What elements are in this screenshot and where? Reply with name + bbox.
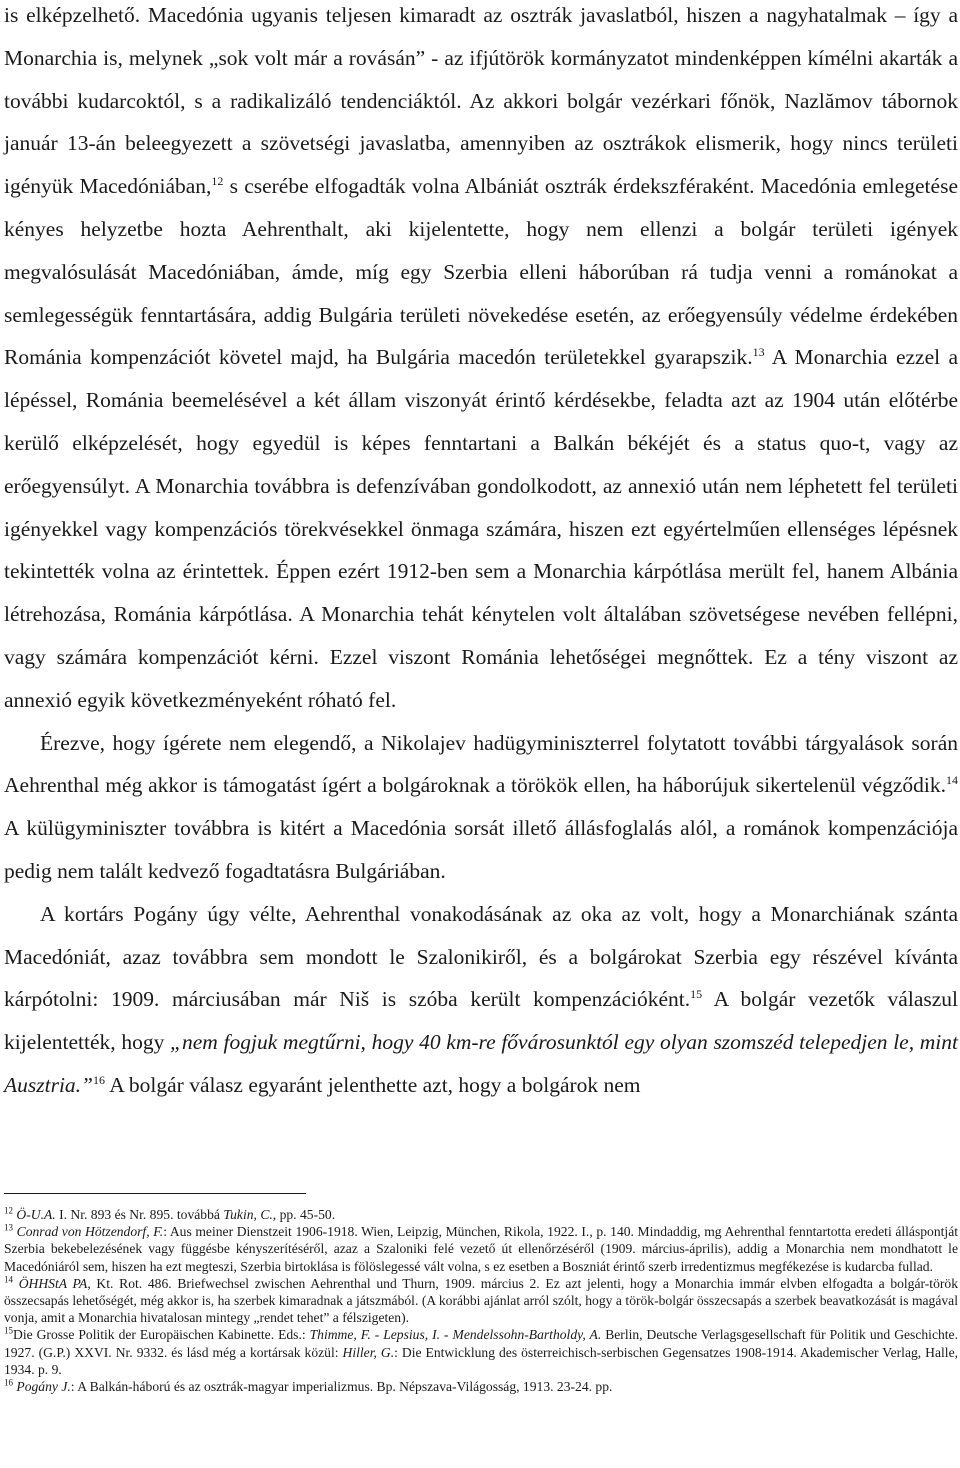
- text-run: A bolgár válasz egyaránt jelenthette azt, hogy a bolgárok nem: [105, 1072, 641, 1097]
- text-run: s cserébe elfogadták volna Albániát osztrák érdekszféraként. Macedónia emlegetése kényes helyzetbe hozta Aehrenthalt, aki kijelentette, hogy nem ellenzi a bolgár területi igények megvalósulását Macedóniában, ámde, míg egy Szerbia elleni háborúban rá tudja venni a románokat a semlegességük fenntartására, addig Bulgária területi növekedése esetén, az erőegyensúly védelme érdekében Románia kompenzációt követel majd, ha Bulgária macedón területekkel gyarapszik.: [4, 174, 958, 370]
- footnote: [4, 1326, 958, 1378]
- text-run: Berlin, Deutsche Verlagsgesellschaft für Politik und Geschichte. 1927. (G.P.) XXVI. Nr. 9332. és lásd még a kortársak közül:: [4, 1327, 958, 1360]
- text-run: A bolgár vezetők válaszul kijelentették, hogy: [4, 987, 959, 1055]
- italic-text-run: Ö-U.A.: [16, 1207, 56, 1222]
- footnotes: [4, 1206, 958, 1395]
- footnote-reference: 12: [4, 1205, 13, 1216]
- text-run: is elképzelhető. Macedónia ugyanis teljesen kimaradt az osztrák javaslatból, hiszen a nagyhatalmak – így a Monarchia is, melynek „sok volt már a rovásán” - az ifjútörök kormányzatot mindenképpen kímélni akarták a további kudarcoktól, s a radikalizáló tendenciáktól. Az akkori bolgár vezérkari főnök, Nazlămov tábornok január 13-án beleegyezett a szövetségi javaslatba, amennyiben az osztrákok elismerik, hogy nincs területi igényük Macedóniában,: [4, 3, 958, 199]
- italic-text-run: Hiller, G.: [342, 1344, 395, 1360]
- text-run: , Kt. Rot. 486. Briefwechsel zwischen Aehrenthal und Thurn, 1909. március 2. Ez azt jelenti, hogy a Monarchia immár elvben elfogadta a bolgár-török összecsapás lehetőségét, még akkor is, ha szerbek kimaradnak a játszmából. (A korábbi ajánlat arról szólt, hogy a török-bolgár összecsapás a szerbek beavatkozását is magával vonja, amit a Monarchia hivatalosan mintegy „rendet tehet” a félszigeten).: [4, 1275, 958, 1326]
- text-run: I. Nr. 893 és Nr. 895. továbbá: [55, 1207, 224, 1222]
- footnote-reference: 16: [93, 1072, 106, 1087]
- body-text: [4, 0, 958, 1107]
- italic-text-run: „nem fogjuk megtűrni, hogy 40 km-re fővárosunktól egy olyan szomszéd telepedjen le, mint Ausztria.”: [4, 1030, 959, 1097]
- text-run: A külügyminiszter továbbra is kitért a Macedónia sorsát illető állásfoglalás alól, a románok kompenzációja pedig nem talált kedvező fogadtatásra Bulgáriában.: [4, 816, 958, 883]
- footnote-reference: 13: [752, 345, 765, 360]
- footnote-reference: 15: [690, 987, 703, 1002]
- text-run: : A Balkán-háború és az osztrák-magyar imperializmus. Bp. Népszava-Világosság, 1913. 23-24. pp.: [70, 1379, 613, 1395]
- footnote-reference: 13: [4, 1222, 13, 1233]
- italic-text-run: Tukin, C.,: [223, 1207, 277, 1222]
- body-paragraph: [4, 722, 958, 893]
- text-run: A Monarchia ezzel a lépéssel, Románia beemelésével a két állam viszonyát érintő kérdésekbe, feladta azt az 1904 után előtérbe kerülő elképzelését, hogy egyedül is képes fenntartani a Balkán békéjét és a status quo-t, vagy az erőegyensúlyt. A Monarchia továbbra is defenzívában gondolkodott, az annexió után nem léphetett fel területi igényekkel vagy kompenzációs törekvésekkel önmaga számára, hiszen ezt egyértelműen ellenséges lépésnek tekintették volna az érintettek. Éppen ezért 1912-ben sem a Monarchia kárpótlása merült fel, hanem Albánia létrehozása, Románia kárpótlása. A Monarchia tehát kénytelen volt általában szövetségese nevében fellépni, vagy számára kompenzációt kérni. Ezzel viszont Románia lehetőségei megnőttek. Ez a tény viszont az annexió egyik következményeként róható fel.: [4, 345, 958, 712]
- italic-text-run: Pogány J.: [16, 1379, 71, 1395]
- footnote-reference: 15: [4, 1325, 13, 1336]
- footnote-reference: 14: [946, 773, 958, 788]
- text-run: pp. 45-50.: [276, 1207, 336, 1222]
- body-paragraph: [4, 0, 958, 722]
- footnote-reference: 16: [4, 1377, 13, 1388]
- italic-text-run: ÖHHStA PA: [18, 1275, 88, 1291]
- text-run: : Aus meiner Dienstzeit 1906-1918. Wien, Leipzig, München, Rikola, 1922. I., p. 140. Mindaddig, mg Aehrenthal fenntartotta eredeti álláspontját Szerbia bekebelezésének vagy függésbe kényszerítéséről, azaz a Szaloniki felé vezető út ellenőrzéséről (1909. március-április), addig a Monarchia nem mondhatott le Macedóniáról sem, hiszen ha ezt megteszi, Szerbia birtoklása is fölöslegessé vált volna, s ez esetben a Boszniát érintő szerb irredentizmus megfékezése is kudarcba fullad.: [4, 1224, 959, 1274]
- footnote-reference: 14: [4, 1274, 13, 1285]
- footnote-reference: 12: [211, 174, 224, 189]
- italic-text-run: Conrad von Hötzendorf, F.: [16, 1224, 164, 1240]
- footnote: [4, 1378, 958, 1395]
- footnote: [4, 1206, 958, 1223]
- text-run: A kortárs Pogány úgy vélte, Aehrenthal vonakodásának az oka az volt, hogy a Monarchiának szánta Macedóniát, azaz továbbra sem mondott le Szalonikiről, és a bolgárokat Szerbia egy részével kívánta kárpótolni: 1909. márciusában már Niš is szóba került kompenzációként.: [4, 901, 958, 1012]
- text-run: Die Grosse Politik der Europäischen Kabinette. Eds.:: [13, 1327, 310, 1343]
- footnote: [4, 1223, 958, 1275]
- footnote-separator: [4, 1193, 306, 1194]
- text-run: : Die Entwicklung des österreichisch-serbischen Gegensatzes 1908-1914. Akademischer Verlag, Halle, 1934. p. 9.: [4, 1344, 959, 1377]
- italic-text-run: Thimme, F. - Lepsius, I. - Mendelssohn-Bartholdy, A.: [309, 1327, 602, 1343]
- footnote: [4, 1275, 958, 1327]
- body-paragraph: [4, 893, 958, 1107]
- text-run: Érezve, hogy ígérete nem elegendő, a Nikolajev hadügyminiszterrel folytatott további tárgyalások során Aehrenthal még akkor is támogatást ígért a bolgároknak a törökök ellen, ha háborújuk sikertelenül végződik.: [4, 730, 958, 798]
